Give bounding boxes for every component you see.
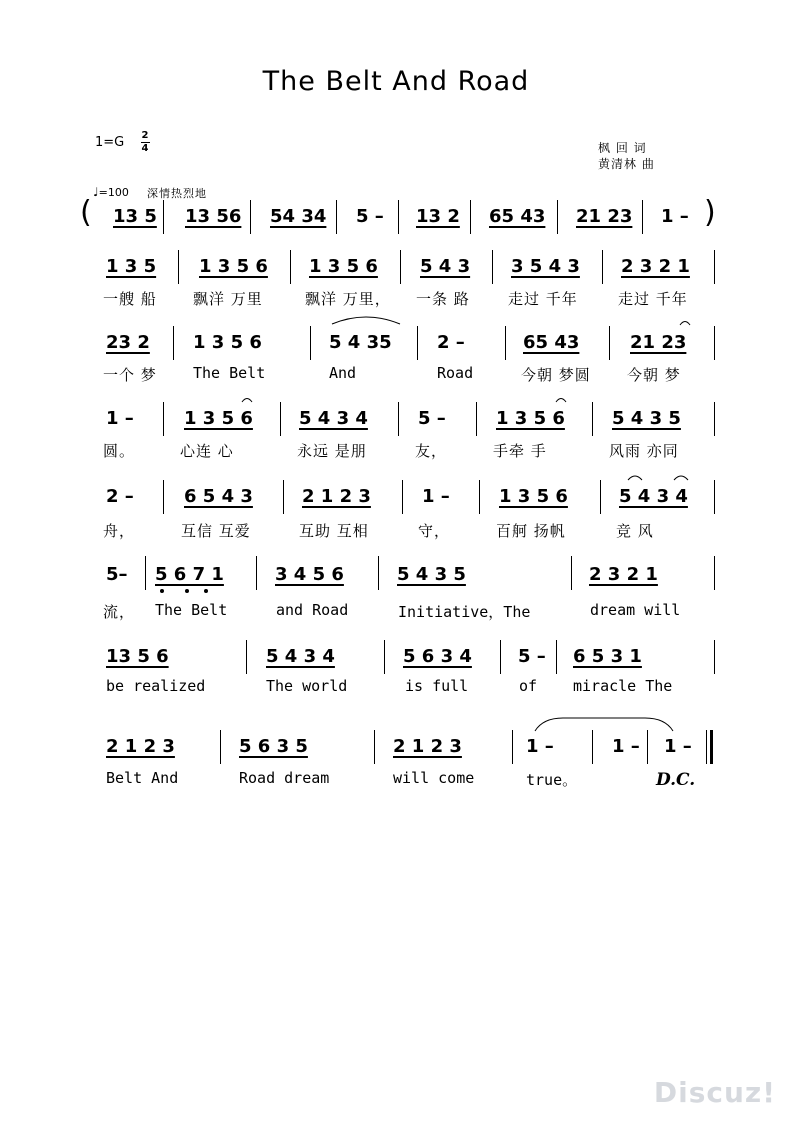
measure: 2 1 2 3 [302, 486, 371, 507]
lyric: The Belt [193, 364, 266, 382]
measure: 1 3 5 6 [193, 332, 262, 353]
measure: 1 3 5 6 [184, 408, 253, 429]
measure: 5 6 3 5 [239, 736, 308, 757]
measure: 2 1 2 3 [393, 736, 462, 757]
measure: 2 – [437, 332, 465, 353]
slur-mark [241, 395, 253, 403]
lyric: 风雨 亦同 [609, 442, 679, 460]
measure: 2 3 2 1 [621, 256, 690, 277]
measure: 5 – [418, 408, 446, 429]
measure: 1 – [661, 206, 689, 227]
measure: 54 34 [270, 206, 327, 227]
lyric: 舟， [103, 522, 136, 540]
measure: 23 2 [106, 332, 150, 353]
lyric: dream will [590, 601, 681, 619]
lyric: And [329, 364, 357, 382]
measure: 2 1 2 3 [106, 736, 175, 757]
lyric: The Belt [155, 601, 228, 619]
lyric: Road dream [239, 769, 330, 787]
measure: 1 3 5 6 [199, 256, 268, 277]
lyric: be realized [106, 677, 206, 695]
measure: 1 – [612, 736, 640, 757]
repeat-open-paren: ( [80, 195, 92, 230]
time-signature [139, 130, 151, 155]
lyric: 心连 心 [180, 442, 234, 460]
song-title: The Belt And Road [262, 66, 530, 97]
low-octave-dot [185, 589, 189, 593]
measure: 3 4 5 6 [275, 564, 344, 585]
lyric: 永远 是朋 [297, 442, 367, 460]
lyric: 互信 互爱 [181, 522, 251, 540]
time-signature-top: 2 [141, 130, 149, 141]
measure: 5 4 3 5 [397, 564, 466, 585]
lyric: 今朝 梦圆 [521, 366, 591, 384]
measure: 1 – [526, 736, 554, 757]
measure: 5 4 3 5 [612, 408, 681, 429]
measure: 5– [106, 564, 128, 585]
lyric: miracle The [573, 677, 673, 695]
measure: 5 4 3 [420, 256, 471, 277]
tempo-value: =100 [98, 186, 129, 199]
lyric: 飘洋 万里， [305, 290, 391, 308]
lyric: 圆。 [103, 442, 136, 460]
measure: 1 3 5 [106, 256, 157, 277]
lyric: 飘洋 万里 [193, 290, 263, 308]
lyric: 走过 千年 [508, 290, 578, 308]
lyric: 竞 风 [616, 522, 654, 540]
repeat-close-paren: ) [704, 195, 716, 230]
slur-mark [679, 318, 691, 326]
lyric: is full [405, 677, 469, 695]
measure: 1 – [106, 408, 134, 429]
lyricist-credit: 枫 回 词 [598, 141, 647, 155]
key-signature: 1=G [95, 135, 125, 150]
measure: 5 4 3 4 [299, 408, 368, 429]
measure: 6 5 4 3 [184, 486, 253, 507]
lyric: 互助 互相 [299, 522, 369, 540]
lyric: 今朝 梦 [627, 366, 681, 384]
measure: 5 4 35 [329, 332, 392, 353]
lyric: of [519, 677, 538, 695]
lyric: 走过 千年 [618, 290, 688, 308]
measure: 1 – [664, 736, 692, 757]
measure: 65 43 [523, 332, 580, 353]
expression-mark: 深情热烈地 [147, 187, 207, 200]
lyric: Belt And [106, 769, 179, 787]
lyric: 友， [415, 442, 448, 460]
measure: 13 5 6 [106, 646, 169, 667]
measure: 5 6 3 4 [403, 646, 472, 667]
lyric: 百舸 扬帆 [496, 522, 566, 540]
low-octave-dot [204, 589, 208, 593]
measure: 13 2 [416, 206, 460, 227]
measure: 1 – [422, 486, 450, 507]
watermark-logo: Discuz! [653, 1076, 776, 1109]
lyric: will come [393, 769, 475, 787]
lyric: and Road [276, 601, 349, 619]
tempo-mark [93, 185, 129, 199]
measure: 21 23 [576, 206, 633, 227]
lyric: 流， [103, 603, 136, 621]
lyric: Initiative，The [398, 603, 531, 621]
da-capo-mark: D.C. [656, 770, 696, 790]
measure: 2 3 2 1 [589, 564, 658, 585]
measure: 2 – [106, 486, 134, 507]
measure: 1 3 5 6 [496, 408, 565, 429]
lyric: true。 [526, 771, 578, 789]
lyric: 一条 路 [416, 290, 470, 308]
measure: 13 56 [185, 206, 242, 227]
slur-mark [673, 472, 689, 481]
measure: 5 – [356, 206, 384, 227]
measure: 1 3 5 6 [309, 256, 378, 277]
slur-mark [627, 472, 643, 481]
quarter-note-icon: ♩ [93, 185, 99, 199]
lyric: 手牵 手 [493, 442, 547, 460]
slur-mark [330, 312, 402, 326]
measure: 5 – [518, 646, 546, 667]
measure: 5 4 3 4 [266, 646, 335, 667]
time-signature-bottom: 4 [141, 143, 149, 154]
slur-mark [533, 716, 675, 732]
measure: 13 5 [113, 206, 157, 227]
measure: 6 5 3 1 [573, 646, 642, 667]
lyric: 一个 梦 [103, 366, 157, 384]
low-octave-dot [160, 589, 164, 593]
measure: 21 23 [630, 332, 687, 353]
slur-mark [555, 395, 567, 403]
lyric: 守， [418, 522, 451, 540]
lyric: 一艘 船 [103, 290, 157, 308]
measure: 5 6 7 1 [155, 564, 224, 585]
composer-credit: 黄清林 曲 [598, 157, 655, 171]
lyric: The world [266, 677, 348, 695]
measure: 5 4 3 4 [619, 486, 688, 507]
measure: 65 43 [489, 206, 546, 227]
lyric: Road [437, 364, 474, 382]
measure: 3 5 4 3 [511, 256, 580, 277]
measure: 1 3 5 6 [499, 486, 568, 507]
